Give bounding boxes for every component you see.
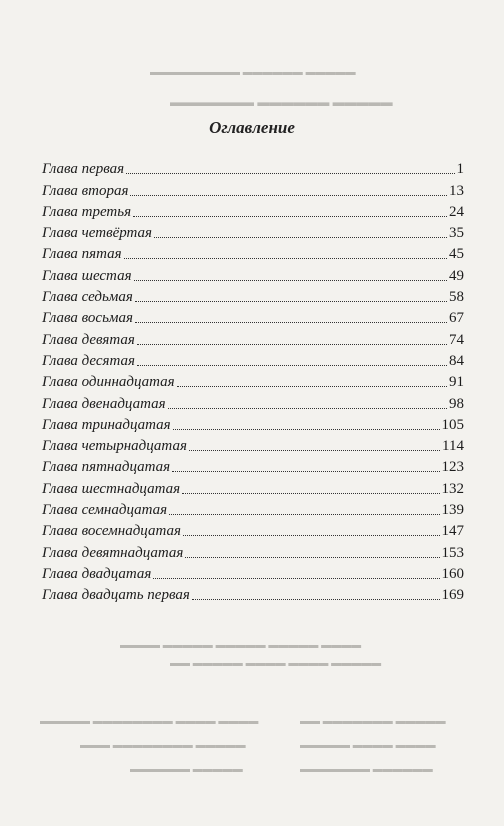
- toc-entry-page: 24: [449, 203, 464, 220]
- dot-leader: [183, 535, 440, 536]
- toc-entry-label: Глава седьмая: [42, 289, 133, 306]
- toc-entry-page: 91: [449, 374, 464, 391]
- dot-leader: [153, 578, 439, 579]
- toc-entry[interactable]: [42, 263, 464, 284]
- toc-entry-label: Глава четвёртая: [42, 225, 153, 242]
- toc-entry-label: Глава шестая: [42, 267, 132, 284]
- dot-leader: [169, 514, 439, 515]
- toc-entry[interactable]: [42, 178, 464, 199]
- toc-entry-label: Глава семнадцатая: [42, 502, 168, 519]
- toc-entry[interactable]: [42, 285, 464, 306]
- toc-entry-label: Глава восьмая: [42, 310, 133, 327]
- toc-entry-page: 67: [449, 310, 464, 327]
- dot-leader: [182, 493, 439, 494]
- toc-entry-label: Глава двадцать первая: [42, 587, 190, 604]
- ghost-line: ▬▬▬▬▬ ▬▬▬▬▬▬▬ ▬▬: [300, 716, 446, 727]
- toc-entry-label: Глава третья: [42, 203, 132, 220]
- dot-leader: [173, 429, 440, 430]
- toc-entry[interactable]: [42, 519, 464, 540]
- dot-leader: [192, 599, 440, 600]
- toc-entry[interactable]: [42, 349, 464, 370]
- toc-entry-label: Глава одиннадцатая: [42, 374, 175, 391]
- toc-entry-label: Глава двадцатая: [42, 565, 152, 582]
- toc-entry-page: 35: [449, 225, 464, 242]
- ghost-line: ▬▬▬▬▬ ▬▬▬▬▬▬▬▬ ▬▬▬: [80, 740, 246, 751]
- toc-entry[interactable]: [42, 583, 464, 604]
- toc-entry[interactable]: [42, 476, 464, 497]
- dot-leader: [154, 237, 447, 238]
- toc-entry[interactable]: [42, 455, 464, 476]
- toc-entry[interactable]: [42, 434, 464, 455]
- toc-entry-label: Глава двенадцатая: [42, 395, 166, 412]
- dot-leader: [137, 365, 447, 366]
- toc-entry[interactable]: [42, 306, 464, 327]
- dot-leader: [126, 173, 454, 174]
- toc-entry-label: Глава девятая: [42, 331, 135, 348]
- page-title: Оглавление: [209, 118, 295, 137]
- toc-entry-label: Глава десятая: [42, 352, 135, 369]
- toc-entry-page: 153: [441, 544, 464, 561]
- dot-leader: [135, 301, 447, 302]
- toc-entry-label: Глава четырнадцатая: [42, 438, 187, 455]
- ghost-line: ▬▬▬▬▬ ▬▬▬▬▬▬: [130, 764, 243, 775]
- ghost-line: ▬▬▬▬▬▬ ▬▬▬▬▬▬▬: [300, 764, 433, 775]
- ghost-line: ▬▬▬▬▬ ▬▬▬▬▬▬ ▬▬▬▬▬▬▬: [170, 95, 393, 109]
- toc-entry-label: Глава первая: [42, 161, 125, 178]
- toc-entry-page: 139: [441, 502, 464, 519]
- toc-entry-page: 45: [449, 246, 464, 263]
- ghost-line: ▬▬▬▬▬ ▬▬▬▬ ▬▬▬▬ ▬▬▬▬▬ ▬▬: [170, 658, 382, 669]
- toc-entry-label: Глава восемнадцатая: [42, 523, 181, 540]
- toc-entry[interactable]: [42, 370, 464, 391]
- toc-entry[interactable]: [42, 242, 464, 263]
- toc-entry[interactable]: [42, 413, 464, 434]
- toc-entry[interactable]: [42, 391, 464, 412]
- toc-entry-page: 13: [449, 182, 464, 199]
- toc-entry[interactable]: [42, 157, 464, 178]
- ghost-line: ▬▬▬▬ ▬▬▬▬ ▬▬▬▬▬: [300, 740, 436, 751]
- toc-entry[interactable]: [42, 498, 464, 519]
- dot-leader: [130, 195, 447, 196]
- dot-leader: [168, 408, 447, 409]
- ghost-line: ▬▬▬▬▬ ▬▬▬▬▬▬ ▬▬▬▬▬▬▬▬▬: [150, 67, 356, 78]
- toc-entry[interactable]: [42, 200, 464, 221]
- toc-entry[interactable]: [42, 221, 464, 242]
- dot-leader: [177, 386, 447, 387]
- toc-entry-page: 105: [441, 416, 464, 433]
- dot-leader: [133, 216, 447, 217]
- toc-entry[interactable]: [42, 327, 464, 348]
- toc-entry-page: 74: [449, 331, 464, 348]
- toc-entry-label: Глава вторая: [42, 182, 129, 199]
- toc-entry-label: Глава шестнадцатая: [42, 480, 181, 497]
- toc-entry-page: 1: [456, 161, 464, 178]
- toc-entry-page: 58: [449, 289, 464, 306]
- toc-entry-label: Глава тринадцатая: [42, 416, 171, 433]
- ghost-line: ▬▬▬▬ ▬▬▬▬ ▬▬▬▬▬▬▬▬ ▬▬▬▬▬: [40, 716, 259, 727]
- toc-entry-page: 169: [441, 587, 464, 604]
- toc-entry-page: 147: [441, 523, 464, 540]
- dot-leader: [124, 258, 447, 259]
- toc-entry-page: 132: [441, 480, 464, 497]
- toc-entry-page: 98: [449, 395, 464, 412]
- dot-leader: [172, 471, 439, 472]
- dot-leader: [185, 557, 439, 558]
- toc-entry-page: 114: [442, 438, 464, 455]
- toc-entry-label: Глава девятнадцатая: [42, 544, 184, 561]
- toc-entry-label: Глава пятнадцатая: [42, 459, 171, 476]
- table-of-contents: [42, 157, 464, 604]
- dot-leader: [135, 322, 447, 323]
- toc-entry-label: Глава пятая: [42, 246, 122, 263]
- toc-entry-page: 49: [449, 267, 464, 284]
- toc-entry[interactable]: [42, 562, 464, 583]
- ghost-line: ▬▬▬▬ ▬▬▬▬▬ ▬▬▬▬▬ ▬▬▬▬▬ ▬▬▬▬: [120, 640, 362, 651]
- toc-entry-page: 160: [441, 565, 464, 582]
- dot-leader: [189, 450, 440, 451]
- dot-leader: [134, 280, 447, 281]
- dot-leader: [137, 344, 447, 345]
- toc-entry-page: 84: [449, 352, 464, 369]
- toc-entry[interactable]: [42, 540, 464, 561]
- toc-entry-page: 123: [441, 459, 464, 476]
